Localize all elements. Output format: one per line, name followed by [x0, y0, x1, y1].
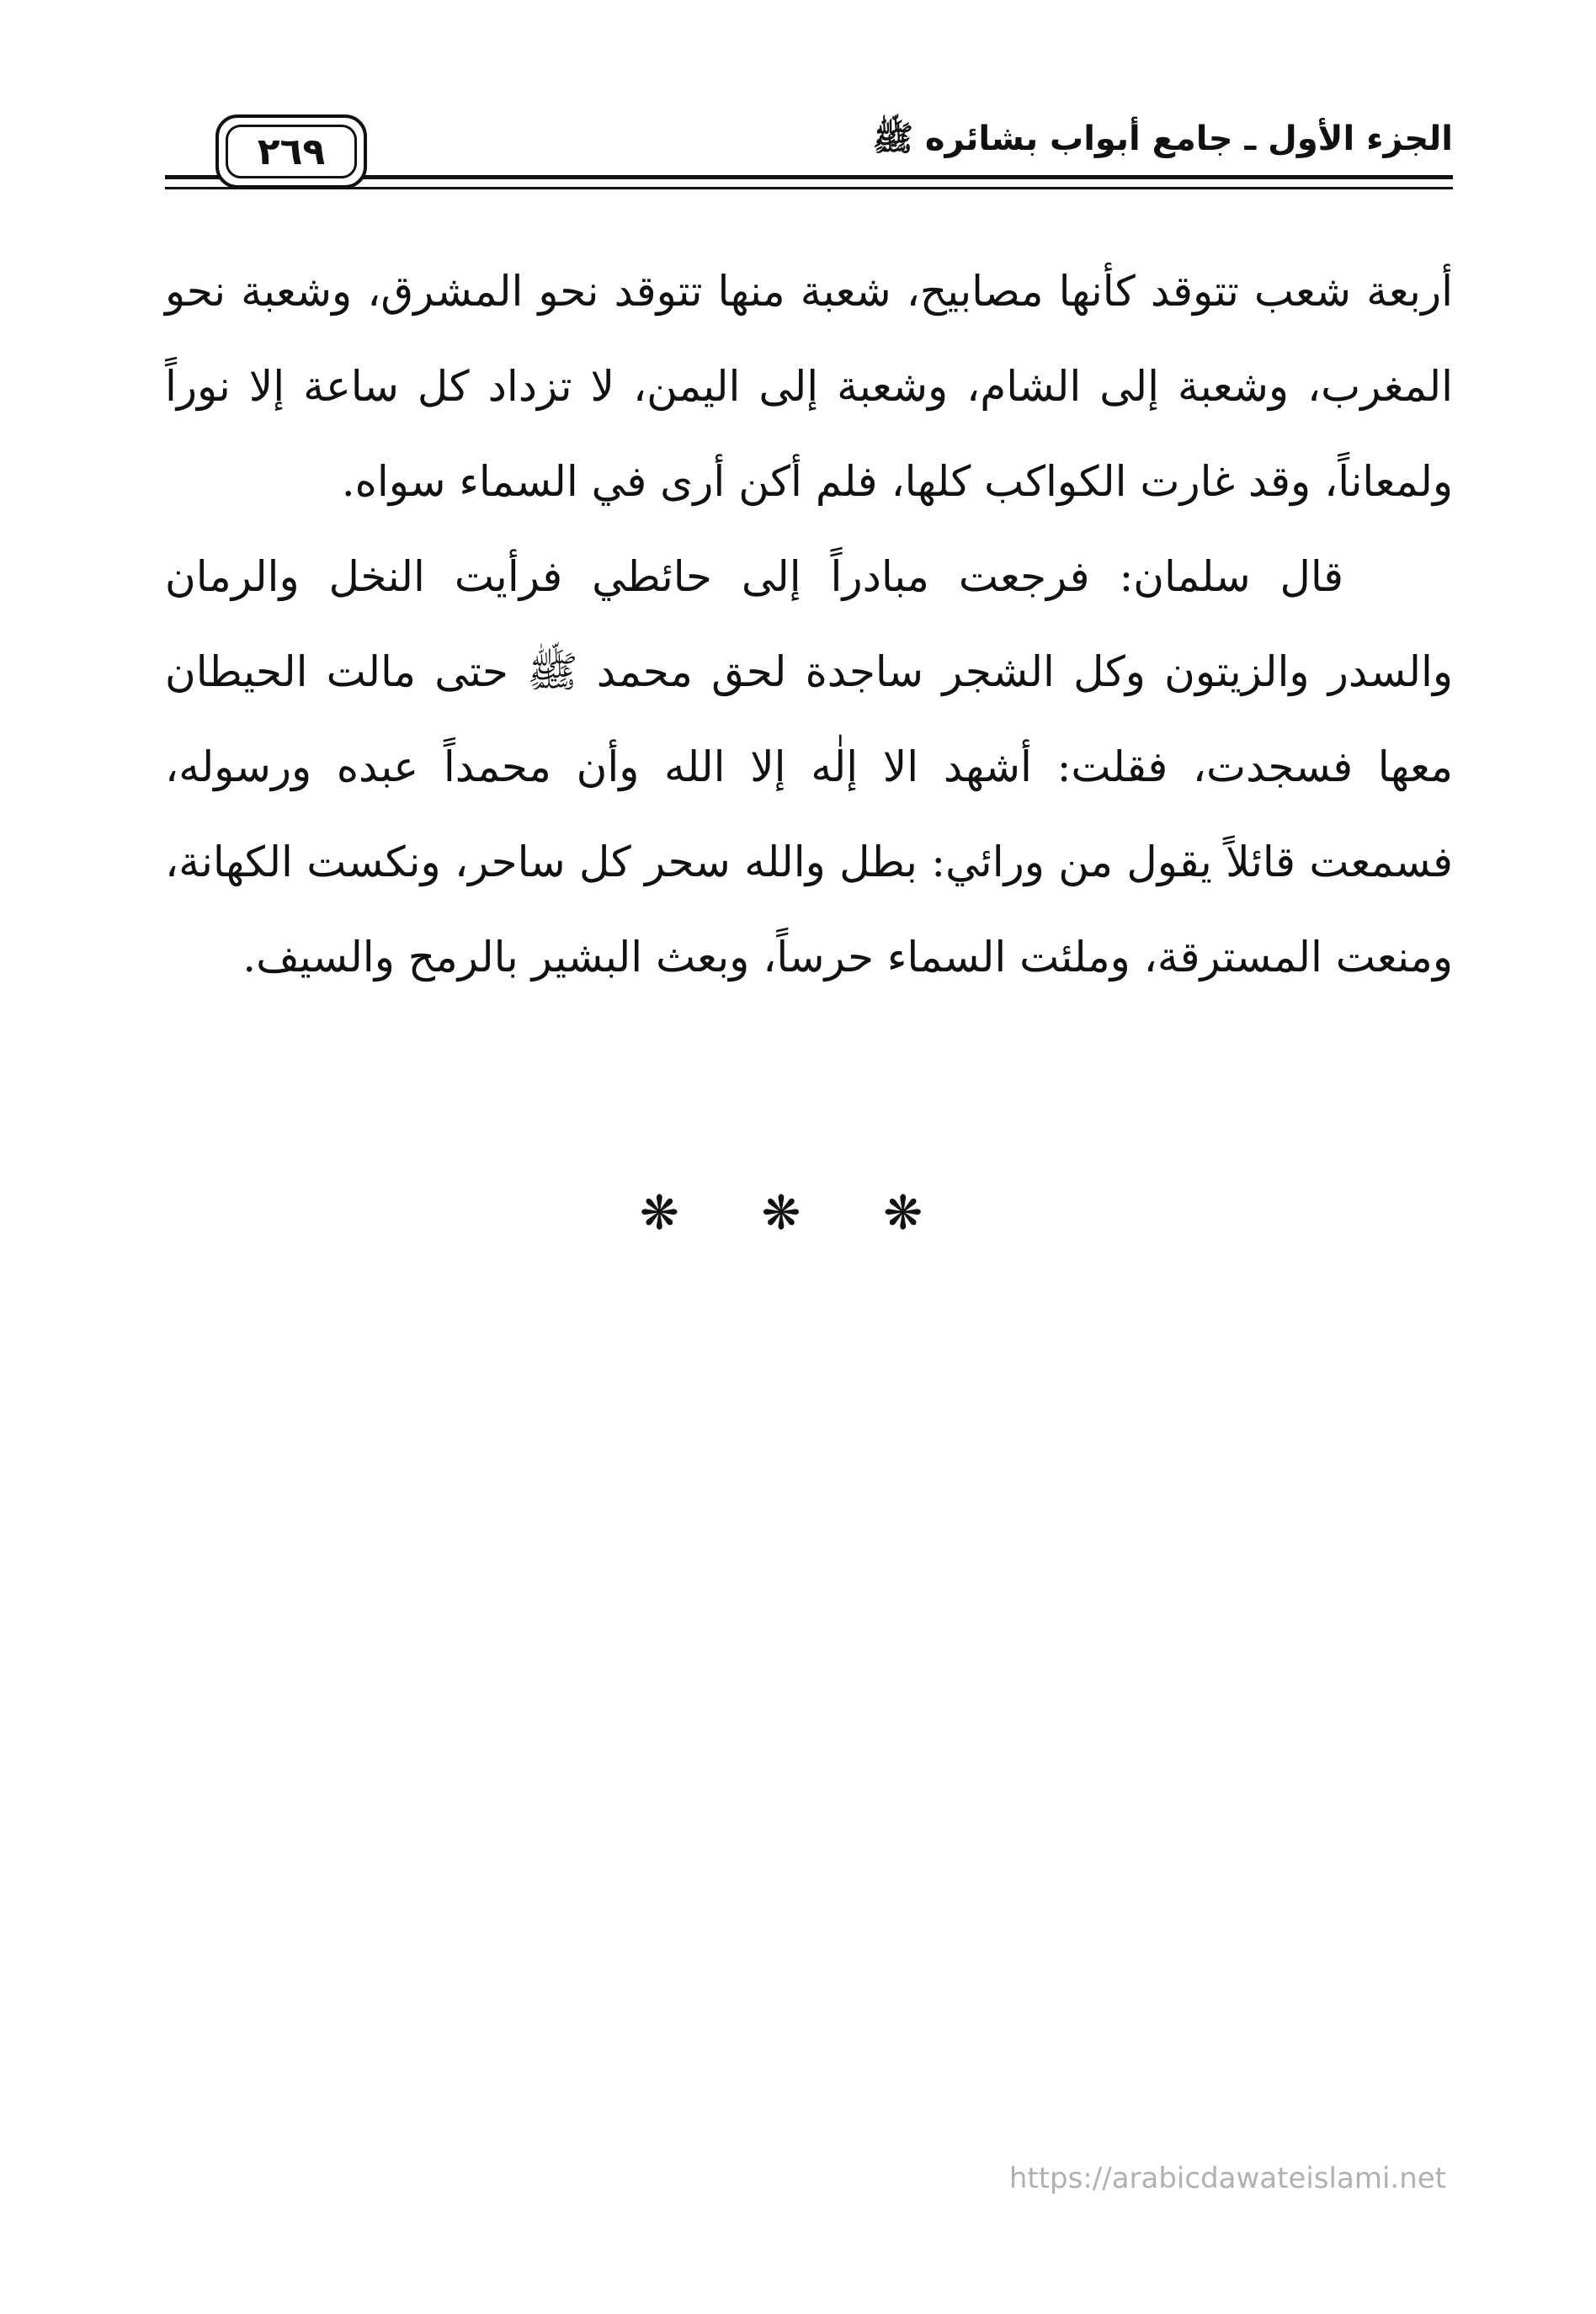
page-number: ٢٦٩ — [226, 125, 357, 178]
watermark-url: https://arabicdawateislami.net — [1008, 2162, 1446, 2195]
paragraph-2: قال سلمان: فرجعت مبادراً إلى حائطي فرأيت النخل والرمان والسدر والزيتون وكل الشجر ساجدة لحق محمد ﷺ حتى مالت الحيطان معها فسجدت، فقلت: أشهد الا إلٰه إلا الله وأن محمداً عبده ورسوله، فسمعت قائلاً يقول من ورائي: بطل والله سحر كل ساحر، ونكست الكهانة، ومنعت المسترقة، وملئت السماء حرساً، وبعث البشير بالرمح والسيف. — [165, 552, 1453, 981]
section-separator: ❋ ❋ ❋ — [639, 1186, 957, 1241]
header-rule-thin — [165, 187, 1453, 189]
page-number-frame — [215, 114, 367, 189]
paragraph-1: أربعة شعب تتوقد كأنها مصابيح، شعبة منها تتوقد نحو المشرق، وشعبة نحو المغرب، وشعبة إلى الشام، وشعبة إلى اليمن، لا تزداد كل ساعة إلا نوراً ولمعاناً، وقد غارت الكواكب كلها، فلم أكن أرى في السماء سواه. — [165, 267, 1453, 506]
page-header — [165, 109, 1453, 202]
running-title: الجزء الأول ـ جامع أبواب بشائره ﷺ — [872, 120, 1453, 158]
main-text — [165, 244, 1453, 1005]
